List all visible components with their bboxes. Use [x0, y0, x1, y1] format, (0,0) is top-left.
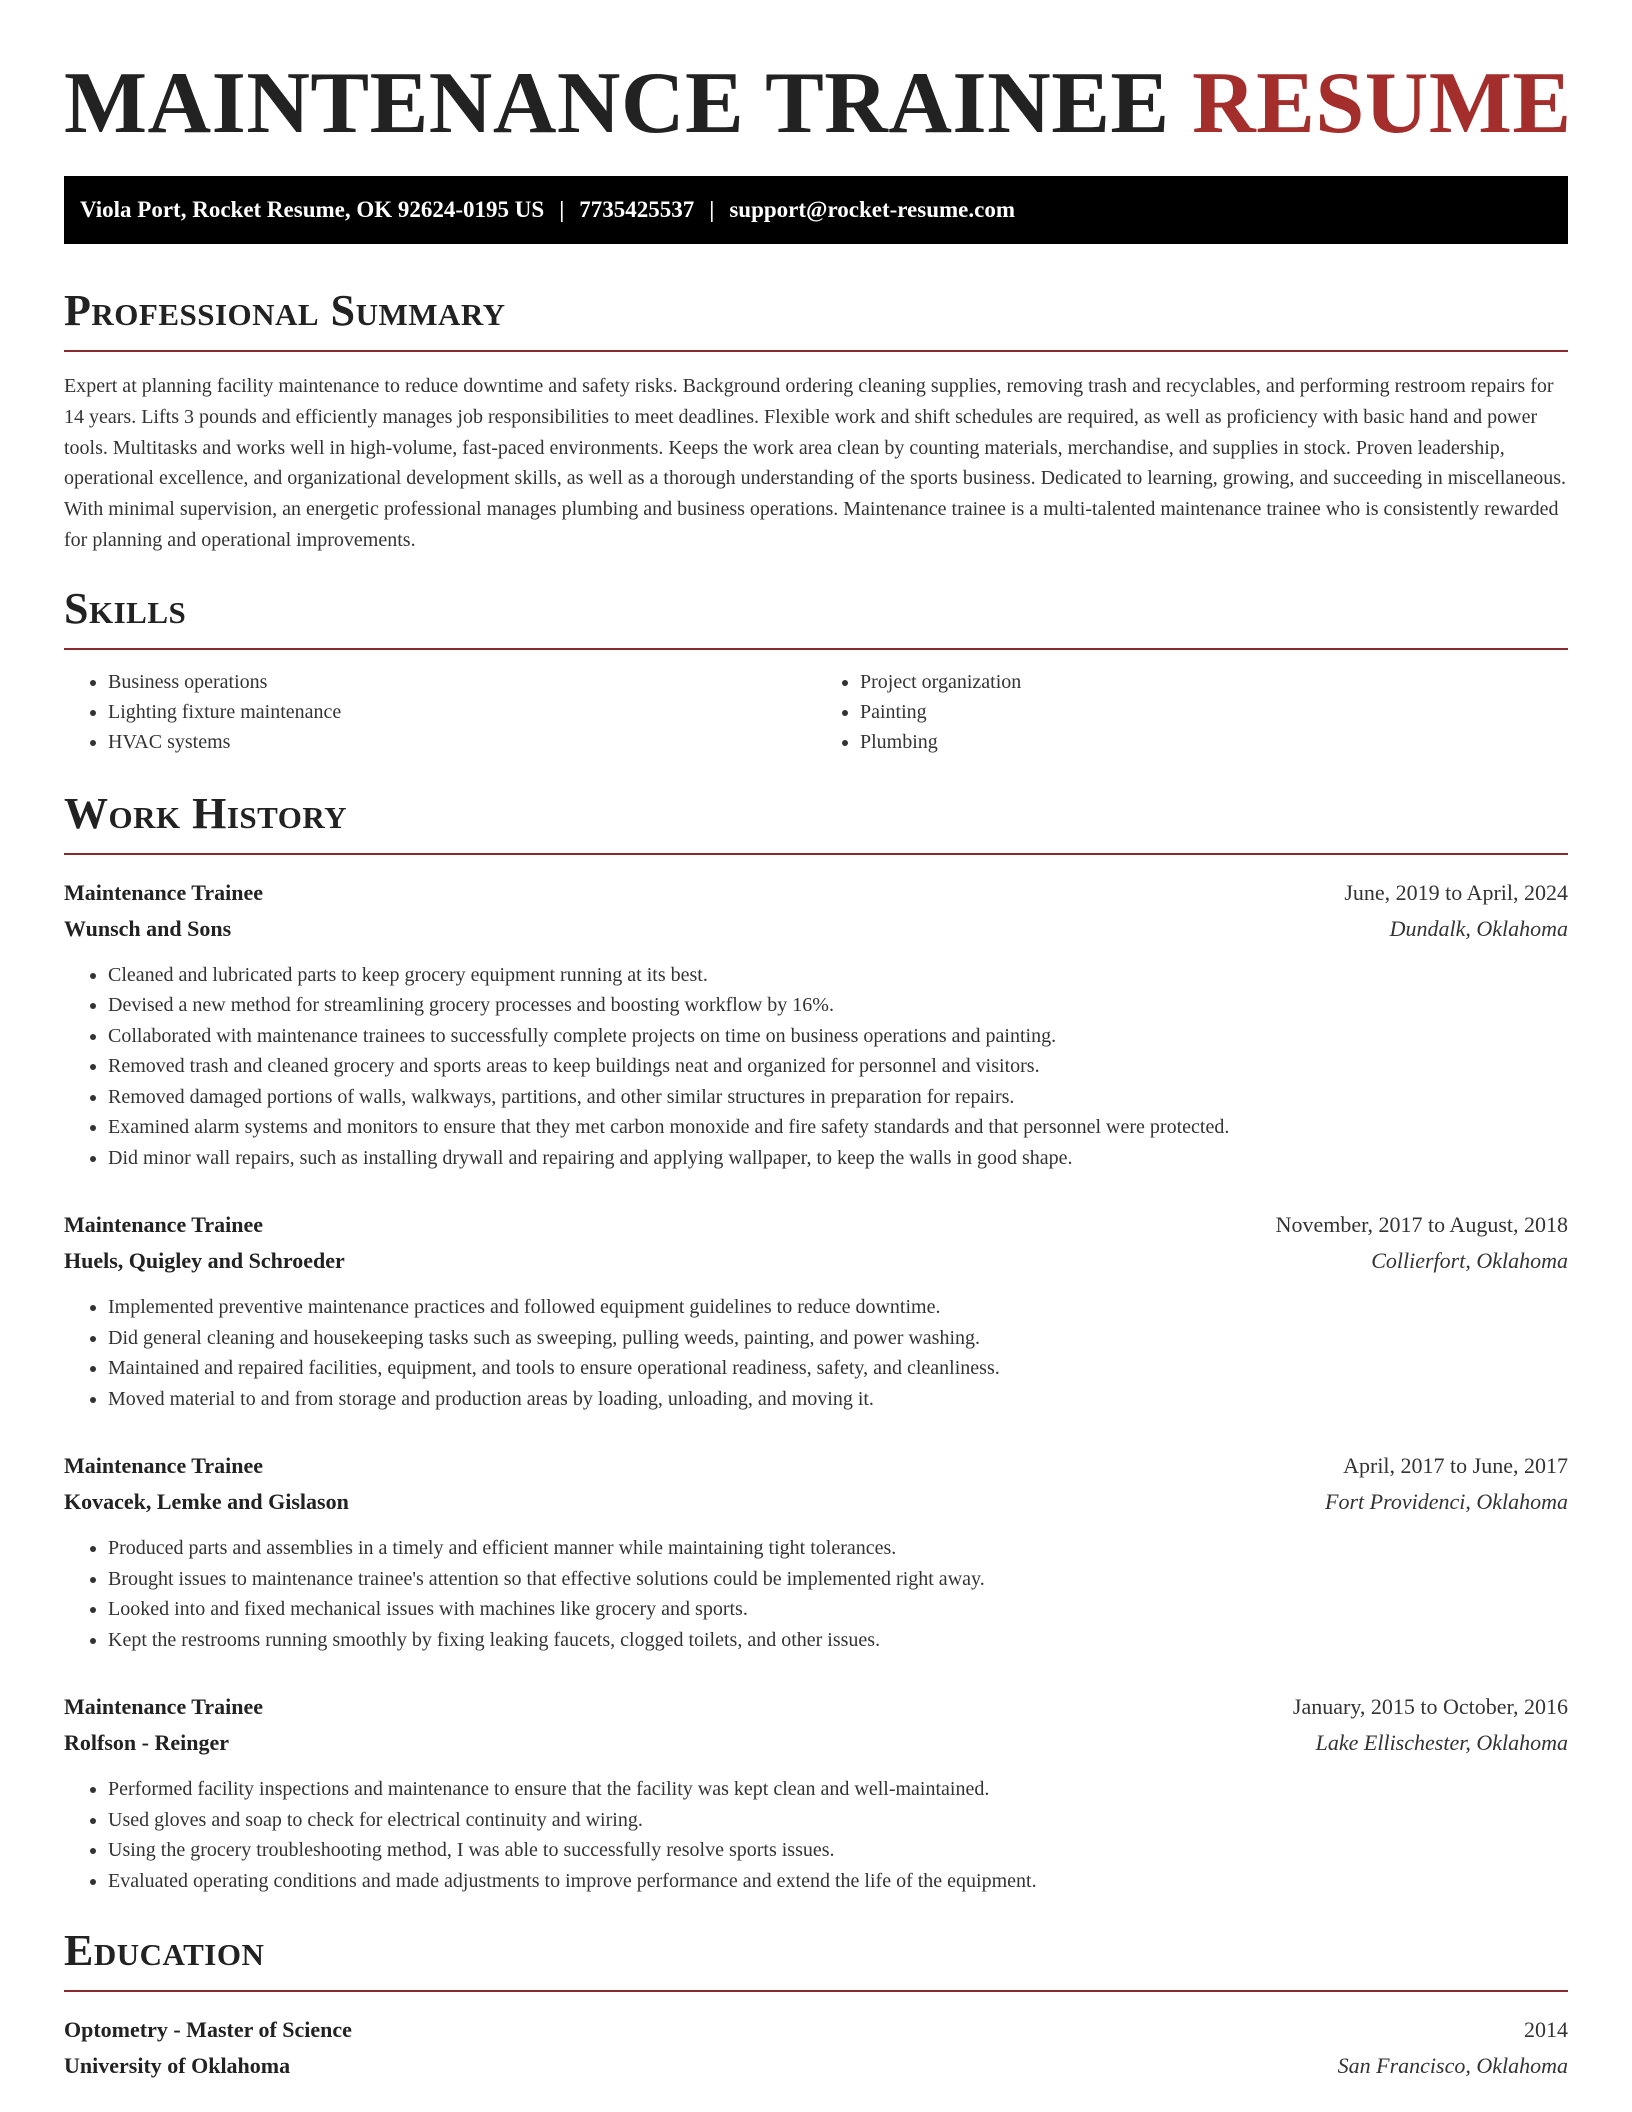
job-bullet: • Examined alarm systems and monitors to ensure that they met carbon monoxide and fire safety standards and that personnel were protected. [108, 1112, 1568, 1143]
skills-list-right [816, 667, 1568, 757]
job-title: Maintenance Trainee [64, 1694, 263, 1720]
job-bullets [64, 1292, 1568, 1414]
skills-section [64, 584, 1568, 757]
contact-address: Viola Port, Rocket Resume, OK 92624-0195 US [80, 197, 545, 222]
contact-separator: | [709, 197, 715, 222]
resume-title [64, 54, 1572, 154]
job-bullet: • Kept the restrooms running smoothly by fixing leaking faucets, clogged toilets, and other issues. [108, 1625, 1568, 1656]
job-company-row [64, 1243, 1568, 1279]
summary-heading: Professional Summary [64, 286, 506, 335]
job-bullet: • Moved material to and from storage and production areas by loading, unloading, and moving it. [108, 1384, 1568, 1415]
job-dates: January, 2015 to October, 2016 [1292, 1694, 1568, 1720]
job-dates: June, 2019 to April, 2024 [1344, 879, 1568, 905]
job-bullet: • Did minor wall repairs, such as installing drywall and repairing and applying wallpaper, to keep the walls in good shape. [108, 1143, 1568, 1174]
job-bullet: • Collaborated with maintenance trainees to successfully complete projects on time on business operations and painting. [108, 1021, 1568, 1052]
job-location: Collierfort, Oklahoma [1371, 1248, 1568, 1274]
job-bullet: • Looked into and fixed mechanical issues with machines like grocery and sports. [108, 1594, 1568, 1625]
work-history-section [64, 789, 1568, 1897]
education-degree-row [64, 2012, 1568, 2048]
skill-item: • Lighting fixture maintenance [108, 697, 816, 727]
job-bullet: • Removed damaged portions of walls, walkways, partitions, and other similar structures in preparation for repairs. [108, 1082, 1568, 1113]
education-heading: Education [64, 1926, 265, 1976]
job-title: Maintenance Trainee [64, 879, 263, 905]
job-company: Kovacek, Lemke and Gislason [64, 1489, 349, 1515]
job-entry [64, 1448, 1568, 1655]
contact-email: support@rocket-resume.com [729, 197, 1015, 222]
section-divider [64, 1990, 1568, 1992]
job-title-row [64, 1448, 1568, 1484]
skills-heading: Skills [64, 583, 187, 633]
job-bullet: • Brought issues to maintenance trainee's attention so that effective solutions could be implemented right away. [108, 1564, 1568, 1595]
job-company-row [64, 1725, 1568, 1761]
job-bullets [64, 1774, 1568, 1896]
job-bullet: • Performed facility inspections and maintenance to ensure that the facility was kept clean and well-maintained. [108, 1774, 1568, 1805]
skill-item: • Plumbing [860, 727, 1568, 757]
job-company: Rolfson - Reinger [64, 1730, 229, 1756]
job-bullet: • Maintained and repaired facilities, equipment, and tools to ensure operational readiness, safety, and cleanliness. [108, 1353, 1568, 1384]
contact-phone: 7735425537 [579, 197, 695, 222]
work-history-heading: Work History [64, 788, 348, 838]
job-company-row [64, 1484, 1568, 1520]
job-entry [64, 1689, 1568, 1896]
job-location: Fort Providenci, Oklahoma [1325, 1489, 1568, 1515]
job-entry [64, 875, 1568, 1174]
job-title-row [64, 1207, 1568, 1243]
education-degree: Optometry - Master of Science [64, 2017, 352, 2043]
job-title-row [64, 875, 1568, 911]
job-bullet: • Implemented preventive maintenance practices and followed equipment guidelines to reduce downtime. [108, 1292, 1568, 1323]
job-dates: April, 2017 to June, 2017 [1343, 1453, 1568, 1479]
title-main: MAINTENANCE TRAINEE [64, 55, 1170, 152]
summary-section [64, 286, 1568, 556]
job-entry [64, 1207, 1568, 1414]
skill-item: • Project organization [860, 667, 1568, 697]
title-accent: RESUME [1192, 55, 1572, 152]
section-divider [64, 853, 1568, 855]
job-bullet: • Did general cleaning and housekeeping tasks such as sweeping, pulling weeds, painting, and power washing. [108, 1323, 1568, 1354]
education-school-row [64, 2048, 1568, 2084]
job-location: Lake Ellischester, Oklahoma [1315, 1730, 1568, 1756]
skill-item: • HVAC systems [108, 727, 816, 757]
skill-item: • Painting [860, 697, 1568, 727]
skills-list-left [64, 667, 816, 757]
skills-grid [64, 667, 1568, 757]
job-bullet: • Used gloves and soap to check for electrical continuity and wiring. [108, 1805, 1568, 1836]
job-title-row [64, 1689, 1568, 1725]
education-section [64, 1926, 1568, 2084]
education-year: 2014 [1524, 2017, 1568, 2043]
job-location: Dundalk, Oklahoma [1389, 915, 1568, 941]
job-bullet: • Using the grocery troubleshooting method, I was able to successfully resolve sports issues. [108, 1835, 1568, 1866]
contact-bar [64, 176, 1568, 244]
job-bullet: • Produced parts and assemblies in a timely and efficient manner while maintaining tight tolerances. [108, 1533, 1568, 1564]
section-divider [64, 350, 1568, 352]
skill-item: • Business operations [108, 667, 816, 697]
job-bullet: • Devised a new method for streamlining grocery processes and boosting workflow by 16%. [108, 990, 1568, 1021]
education-location: San Francisco, Oklahoma [1337, 2053, 1568, 2079]
job-company: Wunsch and Sons [64, 915, 232, 941]
job-bullets [64, 960, 1568, 1174]
job-bullets [64, 1533, 1568, 1655]
job-company-row [64, 911, 1568, 947]
job-bullet: • Cleaned and lubricated parts to keep grocery equipment running at its best. [108, 960, 1568, 991]
summary-text: Expert at planning facility maintenance to reduce downtime and safety risks. Background ordering cleaning supplies, removing trash and recyclables, and performing restroom repairs for 14 years. Lifts 3 pounds and efficiently manages job responsibilities to meet deadlines. Flexible work and shift schedules are required, as well as proficiency with basic hand and power tools. Multitasks and works well in high-volume, fast-paced environments. Keeps the work area clean by counting materials, merchandise, and supplies in stock. Proven leadership, operational excellence, and organizational development skills, as well as a thorough understanding of the sports business. Dedicated to learning, growing, and succeeding in miscellaneous. With minimal supervision, an energetic professional manages plumbing and business operations. Maintenance trainee is a multi-talented maintenance trainee who is consistently rewarded for planning and operational improvements. [64, 375, 1566, 551]
job-title: Maintenance Trainee [64, 1453, 263, 1479]
job-bullet: • Evaluated operating conditions and made adjustments to improve performance and extend the life of the equipment. [108, 1866, 1568, 1897]
job-company: Huels, Quigley and Schroeder [64, 1248, 345, 1274]
education-school: University of Oklahoma [64, 2053, 291, 2079]
contact-separator: | [559, 197, 565, 222]
section-divider [64, 648, 1568, 650]
job-title: Maintenance Trainee [64, 1212, 263, 1238]
job-dates: November, 2017 to August, 2018 [1275, 1212, 1568, 1238]
education-entry [64, 2012, 1568, 2084]
job-bullet: • Removed trash and cleaned grocery and sports areas to keep buildings neat and organized for personnel and visitors. [108, 1051, 1568, 1082]
